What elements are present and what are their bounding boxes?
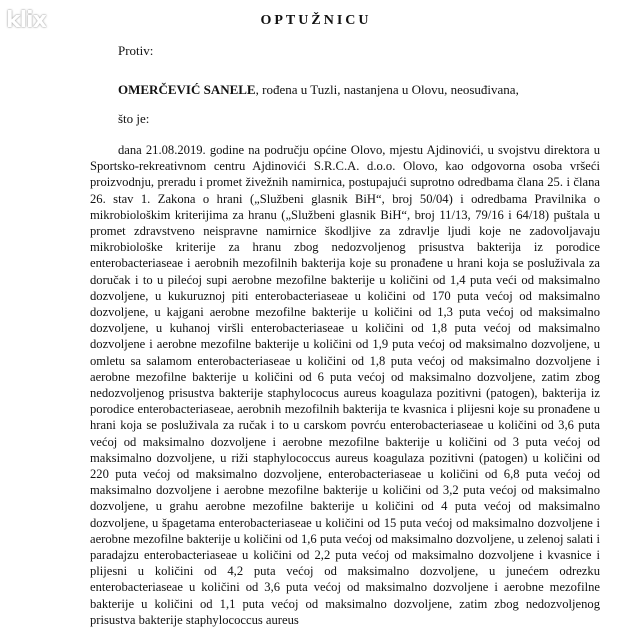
indictment-paragraph: dana 21.08.2019. godine na području općine Olovo, mjestu Ajdinovići, u svojstvu direktora u Sportsko-rekreativnom centru Ajdinovići S.R.C.A. d.o.o. Olovo, kao odgovorna osoba vršeći proizvodnju, preradu i promet živežnih namirnica, postupajući suprotno odredbama člana 25. i člana 26. stav 1. Zakona o hrani („Službeni glasnik BiH“, broj 50/04) i odredbama Pravilnika o mikrobiološkim kriterijima za hranu („Službeni glasnik BiH“, broj 11/13, 79/16 i 64/18) puštala u promet zdravstveno neispravne namirnice škodljive za zdravlje ljudi koje ne zadovoljavaju mikrobiološke kriterije za hranu zbog nedozvoljenog prisustva bakterija iz porodice enterobacteriaseae i aerobnih mezofilnih bakterija koje su pronađene u hrani koja se posluživala za doručak i to u pilećoj supi aerobne mezofilne bakterije u količini od 1,4 puta veći od maksimalno dozvoljene, u kukuruznoj piti enterobacteriaseae u količini od 170 puta većoj od maksimalno dozvoljene, u kajgani aerobne mezofilne bakterije u količini od 1,3 puta većoj od maksimalno dozvoljene, u kuhanoj viršli enterobacteriaseae u količini od 1,8 puta većoj od maksimalno dozvoljene i aerobne mezofilne bakterije u količini od 1,9 puta većoj od maksimalno dozvoljene, u omletu sa salamom enterobacteriaseae u količini od 1,8 puta većoj od maksimalno dozvoljene i aerobne mezofilne bakterije u količini od 6 puta većoj od maksimalno dozvoljene, zatim zbog nedozvoljenog prisustva bakterije staphylococus aureus koagulaza pozitivni (patogen), bakterija iz porodice enterobacteriaseae, aerobnih mezofilnih bakterija te kvasnica i plijesni koje su pronađene u hrani koja se posluživala za ručak i to u carskom povrću enterobacteriaseae u količini od 3,6 puta većoj od maksimalno dozvoljene i aerobne mezofilne bakterije u količini od 3 puta većoj od maksimalno dozvoljene, u riži staphylococcus aureus koagulaza pozitivni (patogen) u količini od 220 puta većoj od maksimalno dozvoljene, enterobacteriaseae u količini od 6,8 puta većoj od maksimalno dozvoljene i aerobne mezofilne bakterije u količini od 3,2 puta većoj od maksimalno dozvoljene, u grahu aerobne mezofilne bakterije u količini od 4 puta većoj od maksimalno dozvoljene, u špagetama enterobacteriaseae u količini od 15 puta većoj od maksimalno dozvoljene i aerobne mezofilne bakterije u količini od 1,6 puta većoj od maksimalno dozvoljene, u zelenoj salati i paradajzu enterobacteriaseae u količini od 2,2 puta većoj od maksimalno dozvoljene i kvasnice i plijesni u količini od 4,2 puta većoj od maksimalno dozvoljene, u junećem odrezku enterobacteriaseae u količini od 3,6 puta većoj od maksimalno dozvoljene i aerobne mezofilne bakterije u količini od 1,1 puta većoj od maksimalno dozvoljene, zatim zbog nedozvoljenog prisustva bakterije staphylococcus aureus bbox=[90, 143, 600, 627]
accused-line bbox=[118, 82, 519, 98]
indictment-body bbox=[90, 142, 600, 628]
against-label: Protiv: bbox=[118, 43, 154, 58]
accused-details: , rođena u Tuzli, nastanjena u Olovu, neosuđivana, bbox=[255, 82, 519, 97]
accused-name: OMERČEVIĆ SANELE bbox=[118, 82, 256, 97]
document-title: OPTUŽNICU bbox=[260, 13, 372, 28]
klix-watermark-logo: klix bbox=[6, 8, 46, 33]
because-label: što je: bbox=[118, 111, 150, 126]
